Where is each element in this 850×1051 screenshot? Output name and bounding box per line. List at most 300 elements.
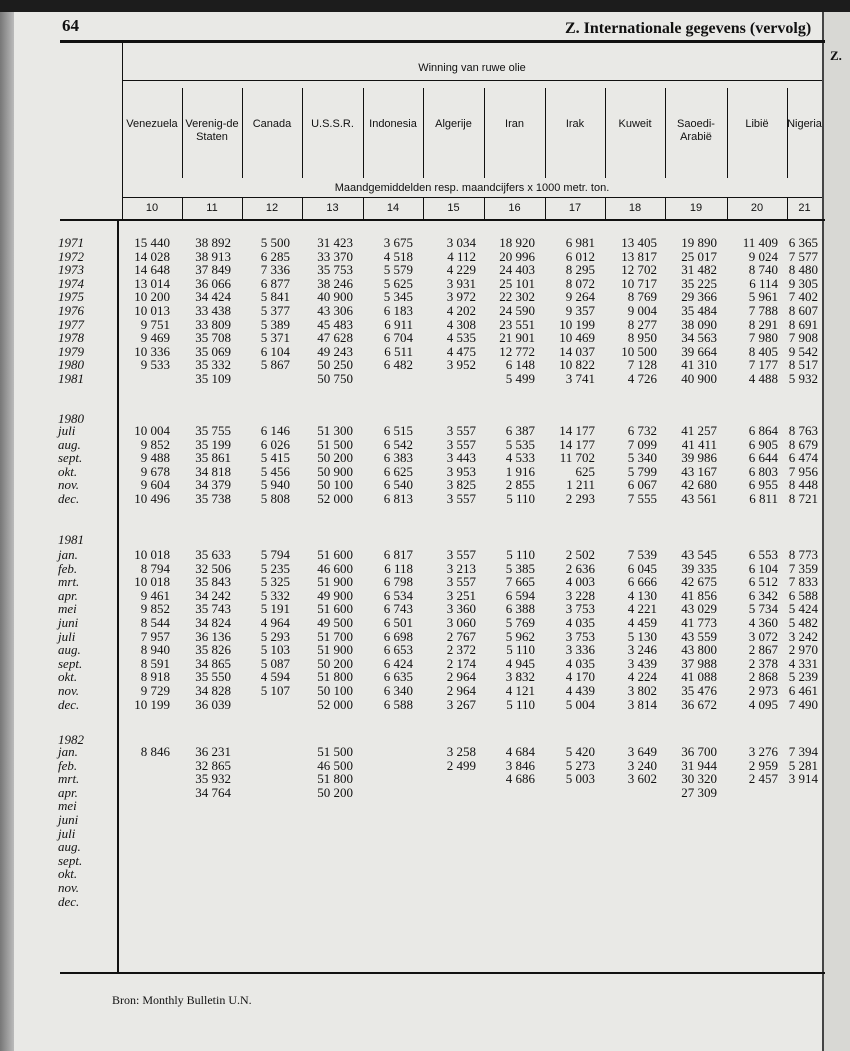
- row-label: mrt.: [58, 574, 80, 590]
- table-cell: 5 325: [260, 574, 290, 590]
- table-cell: 4 686: [505, 771, 535, 787]
- table-cell: 51 600: [317, 601, 353, 617]
- table-cell: 34 242: [195, 587, 231, 603]
- table-cell: 34 764: [195, 784, 231, 800]
- table-cell: 2 868: [748, 669, 778, 685]
- table-cell: 3 258: [446, 744, 476, 759]
- table-cell: 7 956: [788, 463, 818, 479]
- table-cell: 43 559: [681, 628, 717, 644]
- table-cell: 23 551: [499, 316, 535, 332]
- page-title: Z. Internationale gegevens (vervolg): [565, 20, 812, 37]
- table-cell: 7 128: [627, 357, 657, 373]
- table-cell: 6 811: [749, 491, 778, 506]
- table-cell: 35 753: [317, 262, 353, 278]
- table-cell: 12 772: [499, 343, 535, 359]
- table-cell: 5 734: [748, 601, 778, 617]
- table-cell: 10 717: [621, 275, 657, 291]
- table-cell: 9 264: [565, 289, 595, 305]
- table-cell: 7 394: [788, 744, 818, 759]
- table-cell: 3 741: [565, 371, 595, 386]
- column-divider: [423, 88, 424, 178]
- row-label: nov.: [58, 880, 80, 895]
- row-label: 1973: [58, 262, 84, 278]
- table-cell: 6 955: [748, 477, 778, 493]
- table-cell: 6 512: [748, 574, 778, 590]
- table-cell: 625: [575, 463, 595, 479]
- table-cell: 18 920: [499, 235, 535, 250]
- row-label: 1978: [58, 330, 84, 346]
- row-label: nov.: [58, 683, 80, 698]
- table-cell: 2 372: [446, 642, 476, 658]
- table-cell: 8 679: [788, 436, 818, 452]
- row-label: aug.: [58, 839, 81, 855]
- table-cell: 47 628: [317, 330, 353, 346]
- table-cell: 5 415: [260, 450, 290, 466]
- table-cell: 2 293: [565, 491, 595, 506]
- row-label: 1972: [58, 248, 84, 264]
- table-cell: 4 360: [748, 615, 778, 630]
- table-cell: 6 340: [383, 683, 413, 698]
- table-cell: 35 932: [195, 771, 231, 787]
- table-cell: 5 130: [627, 628, 657, 644]
- table-cell: 9 729: [140, 683, 170, 698]
- table-cell: 8 794: [140, 560, 170, 576]
- column-number: 11: [206, 202, 218, 214]
- table-cell: 6 482: [383, 357, 413, 373]
- table-cell: 5 273: [565, 757, 595, 773]
- table-cell: 6 045: [627, 560, 657, 576]
- table-cell: 6 803: [748, 463, 778, 479]
- top-rule: [60, 40, 825, 43]
- column-header: Indonesia: [369, 118, 417, 130]
- table-cell: 3 267: [446, 696, 476, 712]
- column-divider: [605, 88, 606, 178]
- table-cell: 3 240: [627, 757, 657, 773]
- table-cell: 10 199: [134, 696, 170, 712]
- table-cell: 6 864: [748, 423, 778, 438]
- table-cell: 24 590: [499, 303, 535, 318]
- table-cell: 10 013: [134, 303, 170, 318]
- table-cell: 6 146: [260, 423, 290, 438]
- column-number: 15: [447, 202, 460, 214]
- table-cell: 3 825: [446, 477, 476, 493]
- table-cell: 5 579: [383, 262, 413, 278]
- row-label: okt.: [58, 463, 78, 479]
- table-cell: 6 588: [788, 587, 818, 603]
- table-cell: 51 600: [317, 547, 353, 562]
- column-header: Algerije: [435, 118, 472, 130]
- table-cell: 52 000: [317, 491, 353, 506]
- row-label: 1980: [58, 357, 84, 373]
- table-cell: 3 213: [446, 560, 476, 576]
- table-cell: 6 666: [627, 574, 657, 590]
- table-cell: 7 099: [627, 436, 657, 452]
- table-cell: 5 110: [506, 642, 535, 658]
- row-label: dec.: [58, 696, 80, 712]
- table-cell: 3 557: [446, 436, 476, 452]
- book-binding: [0, 12, 14, 1051]
- table-cell: 2 457: [748, 771, 778, 787]
- table-cell: 32 506: [195, 560, 231, 576]
- table-cell: 7 980: [748, 330, 778, 346]
- table-cell: 4 533: [505, 450, 535, 466]
- column-header: Irak: [565, 118, 585, 130]
- bottom-rule: [60, 972, 825, 974]
- table-cell: 35 225: [681, 275, 717, 291]
- row-label: juli: [58, 423, 76, 438]
- table-cell: 3 753: [565, 628, 595, 644]
- table-cell: 46 500: [317, 757, 353, 773]
- table-cell: 38 246: [317, 275, 353, 291]
- table-cell: 45 483: [317, 316, 353, 332]
- table-cell: 8 691: [788, 316, 818, 332]
- table-cell: 14 028: [134, 248, 170, 264]
- table-cell: 34 865: [195, 655, 231, 671]
- next-page-edge: [822, 12, 850, 1051]
- table-cell: 9 488: [140, 450, 170, 466]
- table-cell: 13 817: [621, 248, 657, 264]
- table-cell: 37 988: [681, 655, 717, 671]
- row-label: okt.: [58, 669, 78, 685]
- column-divider: [484, 88, 485, 178]
- table-cell: 9 024: [748, 248, 778, 264]
- table-cell: 6 588: [383, 696, 413, 712]
- row-label: dec.: [58, 893, 80, 909]
- row-label: nov.: [58, 477, 80, 493]
- column-number: 20: [750, 202, 764, 214]
- table-cell: 51 500: [317, 744, 353, 759]
- table-cell: 12 702: [621, 262, 657, 278]
- table-cell: 10 469: [559, 330, 595, 346]
- table-cell: 6 981: [565, 235, 595, 250]
- table-cell: 5 239: [788, 669, 818, 685]
- table-cell: 3 060: [446, 615, 476, 630]
- table-cell: 2 378: [748, 655, 778, 671]
- table-cell: 5 377: [260, 303, 290, 318]
- column-divider: [363, 88, 364, 178]
- table-cell: 4 518: [383, 248, 413, 264]
- table-cell: 52 000: [317, 696, 353, 712]
- table-cell: 8 950: [627, 330, 657, 346]
- table-cell: 2 959: [748, 757, 778, 773]
- table-cell: 6 653: [383, 642, 413, 658]
- table-cell: 6 474: [788, 450, 818, 466]
- table-cell: 11 409: [742, 235, 778, 250]
- table-cell: 35 476: [681, 683, 717, 698]
- table-cell: 4 964: [260, 615, 290, 630]
- table-cell: 35 826: [195, 642, 231, 658]
- column-number: 21: [798, 202, 811, 214]
- table-cell: 5 500: [260, 235, 290, 250]
- table-cell: 5 087: [260, 655, 290, 671]
- column-divider: [302, 88, 303, 178]
- column-divider: [545, 88, 546, 178]
- table-cell: 2 855: [505, 477, 535, 493]
- table-cell: 49 900: [317, 587, 353, 603]
- table-cell: 6 698: [383, 628, 413, 644]
- table-cell: 4 594: [260, 669, 290, 685]
- table-cell: 32 865: [195, 757, 231, 773]
- table-cell: 6 012: [565, 248, 595, 264]
- table-cell: 9 305: [788, 275, 818, 291]
- table-cell: 6 540: [383, 477, 413, 493]
- table-cell: 31 482: [681, 262, 717, 278]
- table-cell: 8 448: [788, 477, 818, 493]
- table-cell: 6 905: [748, 436, 778, 452]
- table-cell: 3 336: [565, 642, 595, 658]
- table-cell: 50 200: [317, 784, 353, 800]
- table-cell: 5 293: [260, 628, 290, 644]
- table-cell: 3 814: [627, 696, 657, 712]
- table-cell: 34 818: [195, 463, 231, 479]
- table-cell: 36 136: [195, 628, 231, 644]
- table-cell: 7 177: [748, 357, 778, 373]
- table-cell: 10 822: [559, 357, 595, 373]
- table-cell: 6 817: [383, 547, 413, 562]
- table-cell: 39 335: [681, 560, 717, 576]
- table-cell: 51 800: [317, 669, 353, 685]
- table-cell: 27 309: [681, 784, 717, 800]
- section-label: 1981: [58, 532, 84, 547]
- table-cell: 6 743: [383, 601, 413, 617]
- table-cell: 3 443: [446, 450, 476, 466]
- table-cell: 36 231: [195, 744, 231, 759]
- table-cell: 25 101: [499, 275, 535, 291]
- table-cell: 5 867: [260, 357, 290, 373]
- table-cell: 7 336: [260, 262, 290, 278]
- column-header: Nigeria: [787, 118, 822, 130]
- row-label: mei: [58, 798, 77, 814]
- table-cell: 51 900: [317, 574, 353, 590]
- table-cell: 8 277: [627, 316, 657, 332]
- table-cell: 2 973: [748, 683, 778, 698]
- row-label: sept.: [58, 450, 83, 466]
- table-cell: 6 104: [260, 343, 290, 359]
- table-cell: 2 964: [446, 683, 476, 698]
- table-cell: 6 542: [383, 436, 413, 452]
- table-cell: 7 539: [627, 547, 657, 562]
- table-cell: 5 371: [260, 330, 290, 346]
- table-cell: 3 953: [446, 463, 476, 479]
- row-label: jan.: [58, 547, 78, 562]
- row-label: mrt.: [58, 771, 80, 787]
- table-cell: 8 763: [788, 423, 818, 438]
- table-cell: 3 802: [627, 683, 657, 698]
- table-cell: 9 678: [140, 463, 170, 479]
- table-cell: 25 017: [681, 248, 717, 264]
- table-cell: 6 461: [788, 683, 818, 698]
- table-cell: 4 035: [565, 655, 595, 671]
- table-cell: 5 932: [788, 371, 818, 386]
- table-cell: 9 751: [140, 316, 170, 332]
- table-cell: 31 944: [681, 757, 717, 773]
- table-cell: 6 342: [748, 587, 778, 603]
- column-divider: [242, 88, 243, 178]
- table-cell: 5 625: [383, 275, 413, 291]
- column-number: 12: [265, 202, 279, 214]
- table-cell: 35 484: [681, 303, 717, 318]
- table-cell: 51 700: [317, 628, 353, 644]
- table-cell: 5 841: [260, 289, 290, 305]
- table-cell: 3 251: [446, 587, 476, 603]
- group-rule: [122, 80, 822, 81]
- row-label: 1981: [58, 371, 84, 386]
- table-cell: 35 708: [195, 330, 231, 346]
- table-cell: 3 557: [446, 574, 476, 590]
- table-cell: 35 109: [195, 371, 231, 386]
- table-cell: 3 753: [565, 601, 595, 617]
- table-cell: 6 026: [260, 436, 290, 452]
- table-cell: 41 856: [681, 587, 717, 603]
- table-cell: 2 174: [446, 655, 476, 671]
- table-cell: 10 336: [134, 343, 170, 359]
- table-cell: 50 200: [317, 655, 353, 671]
- table-cell: 5 107: [260, 683, 290, 698]
- table-cell: 3 557: [446, 547, 476, 562]
- table-cell: 6 798: [383, 574, 413, 590]
- table-cell: 5 482: [788, 615, 818, 630]
- table-cell: 6 388: [505, 601, 535, 617]
- table-cell: 4 112: [447, 248, 476, 264]
- table-cell: 50 250: [317, 357, 353, 373]
- column-number: 13: [326, 202, 339, 214]
- table-cell: 35 550: [195, 669, 231, 685]
- column-number: 10: [145, 202, 159, 214]
- table-cell: 46 600: [317, 560, 353, 576]
- table-cell: 4 535: [446, 330, 476, 346]
- table-cell: 8 721: [788, 491, 818, 506]
- column-header: Verenig-de Staten: [185, 118, 239, 143]
- table-cell: 7 957: [140, 628, 170, 644]
- row-label: juni: [58, 812, 79, 827]
- row-label: aug.: [58, 642, 81, 658]
- table-cell: 50 900: [317, 463, 353, 479]
- column-header: Venezuela: [126, 118, 178, 130]
- table-cell: 5 110: [506, 547, 535, 562]
- table-cell: 5 769: [505, 615, 535, 630]
- table-cell: 5 110: [506, 696, 535, 712]
- table-cell: 4 224: [627, 669, 657, 685]
- table-cell: 6 511: [384, 343, 413, 359]
- table-cell: 3 931: [446, 275, 476, 291]
- table-cell: 5 499: [505, 371, 535, 386]
- table-cell: 29 366: [681, 289, 717, 305]
- table-cell: 4 121: [505, 683, 535, 698]
- table-cell: 10 018: [134, 547, 170, 562]
- table-cell: 3 832: [505, 669, 535, 685]
- row-label: jan.: [58, 744, 78, 759]
- section-label: 1982: [58, 732, 84, 747]
- row-label: dec.: [58, 491, 80, 506]
- table-cell: 35 633: [195, 547, 231, 562]
- row-label: sept.: [58, 852, 83, 868]
- table-cell: 7 908: [788, 330, 818, 346]
- table-cell: 7 402: [788, 289, 818, 305]
- column-number: 17: [568, 202, 582, 214]
- table-cell: 22 302: [499, 289, 535, 305]
- table-cell: 39 986: [681, 450, 717, 466]
- table-cell: 35 861: [195, 450, 231, 466]
- unit-rule: [122, 197, 822, 198]
- table-cell: 6 285: [260, 248, 290, 264]
- table-cell: 6 594: [505, 587, 535, 603]
- table-cell: 2 767: [446, 628, 476, 644]
- table-cell: 4 488: [748, 371, 778, 386]
- table-cell: 36 672: [681, 696, 717, 712]
- row-label: juli: [58, 825, 76, 841]
- table-cell: 1 916: [505, 463, 535, 479]
- table-cell: 51 500: [317, 436, 353, 452]
- table-cell: 43 561: [681, 491, 717, 506]
- table-cell: 21 901: [499, 330, 535, 346]
- table-cell: 10 199: [559, 316, 595, 332]
- table-cell: 3 557: [446, 491, 476, 506]
- table-cell: 3 846: [505, 757, 535, 773]
- table-cell: 34 828: [195, 683, 231, 698]
- table-cell: 3 360: [446, 601, 476, 617]
- table-cell: 34 824: [195, 615, 231, 630]
- table-cell: 2 636: [565, 560, 595, 576]
- table-cell: 49 500: [317, 615, 353, 630]
- table-cell: 8 846: [140, 744, 170, 759]
- table-cell: 2 867: [748, 642, 778, 658]
- table-cell: 6 534: [383, 587, 413, 603]
- next-page-title: Z.: [830, 48, 842, 63]
- table-cell: 40 900: [317, 289, 353, 305]
- table-cell: 4 035: [565, 615, 595, 630]
- table-cell: 41 310: [681, 357, 717, 373]
- table-cell: 5 794: [260, 547, 290, 562]
- table-cell: 7 833: [788, 574, 818, 590]
- table-cell: 4 130: [627, 587, 657, 603]
- table-cell: 4 684: [505, 744, 535, 759]
- table-cell: 42 675: [681, 574, 717, 590]
- group-heading: Winning van ruwe olie: [418, 62, 526, 74]
- table-cell: 4 459: [627, 615, 657, 630]
- table-cell: 41 773: [681, 615, 717, 630]
- table-cell: 4 308: [446, 316, 476, 332]
- table-cell: 5 003: [565, 771, 595, 787]
- table-cell: 5 004: [565, 696, 595, 712]
- table-cell: 5 962: [505, 628, 535, 644]
- table-cell: 35 199: [195, 436, 231, 452]
- table-cell: 6 114: [749, 275, 778, 291]
- table-cell: 13 405: [621, 235, 657, 250]
- table-cell: 34 424: [195, 289, 231, 305]
- unit-heading: Maandgemiddelden resp. maandcijfers x 1000 metr. ton.: [334, 182, 610, 194]
- table-cell: 6 732: [627, 423, 657, 438]
- table-cell: 5 340: [627, 450, 657, 466]
- header-bottom-rule: [60, 219, 825, 221]
- table-cell: 2 964: [446, 669, 476, 685]
- table-cell: 6 118: [384, 560, 413, 576]
- table-cell: 3 557: [446, 423, 476, 438]
- table-cell: 33 438: [195, 303, 231, 318]
- table-cell: 6 365: [788, 235, 818, 250]
- table-cell: 4 475: [446, 343, 476, 359]
- table-cell: 2 499: [446, 757, 476, 773]
- table-cell: 5 420: [565, 744, 595, 759]
- table-cell: 33 809: [195, 316, 231, 332]
- table-cell: 2 970: [788, 642, 818, 658]
- table-cell: 14 037: [559, 343, 595, 359]
- table-cell: 6 383: [383, 450, 413, 466]
- table-cell: 38 090: [681, 316, 717, 332]
- table-cell: 4 726: [627, 371, 657, 386]
- table-cell: 4 229: [446, 262, 476, 278]
- column-header: Iran: [505, 118, 524, 130]
- row-label: 1975: [58, 289, 84, 305]
